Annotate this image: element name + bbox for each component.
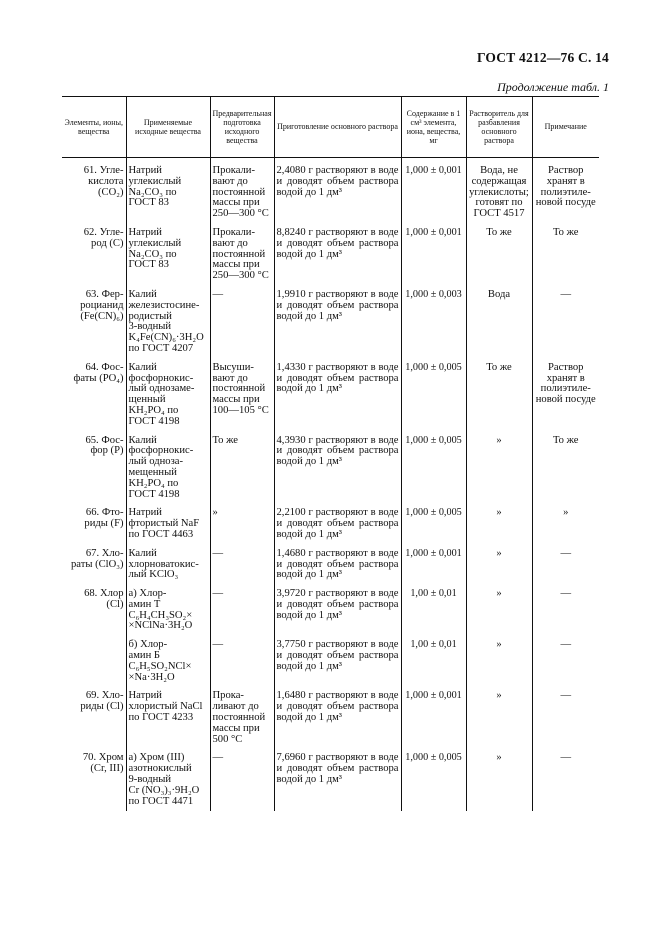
table-row (62, 220, 599, 282)
cell-source: Калий фосфорнокис- лый однозаме- щенный KH₂PO₄ по ГОСТ 4198 (126, 355, 210, 428)
cell-element: 66. Фто- риды (F) (84, 507, 124, 530)
cell-solvent: » (466, 500, 532, 540)
cell-solvent: Вода, не содержащая углекислоты; готовят по ГОСТ 4517 (466, 158, 532, 220)
table-row (62, 158, 599, 220)
cell-source: а) Хлор- амин Т C₆H₄CH₃SO₂× ×NClNa·3H₂O (126, 581, 210, 632)
table-row (62, 683, 599, 745)
cell-note: То же (532, 428, 599, 501)
table-body (62, 158, 599, 812)
cell-content: 1,000 ± 0,003 (401, 282, 466, 355)
cell-element: 70. Хром (Cr, III) (82, 752, 124, 775)
cell-solvent: То же (466, 220, 532, 282)
table-row (62, 282, 599, 355)
cell-note: — (532, 282, 599, 355)
cell-element: 63. Фер- роцианид (Fe(CN)₆) (80, 288, 124, 322)
cell-content: 1,000 ± 0,001 (401, 541, 466, 581)
cell-source: Калий хлорноватокис- лый KClO₃ (126, 541, 210, 581)
cell-element: 62. Угле- род (C) (83, 226, 124, 249)
cell-solution: 2,4080 г растворяют в воде и доводят объем раствора водой до 1 дм³ (274, 158, 401, 220)
cell-element: 69. Хло- риды (Cl) (80, 690, 124, 713)
cell-solvent: » (466, 581, 532, 632)
table-row (62, 541, 599, 581)
cell-content: 1,000 ± 0,001 (401, 220, 466, 282)
cell-source: Натрий углекислый Na₂CO₃ по ГОСТ 83 (126, 158, 210, 220)
cell-note: Раствор хранят в полиэтиле-новой посуде (532, 355, 599, 428)
table-row (62, 745, 599, 811)
cell-element: 68. Хлор (Cl) (84, 588, 124, 610)
cell-note: — (532, 745, 599, 811)
cell-content: 1,000 ± 0,005 (401, 428, 466, 501)
cell-solvent: » (466, 632, 532, 683)
cell-solution: 1,6480 г растворяют в воде и доводят объем раствора водой до 1 дм³ (274, 683, 401, 745)
col-header-prep: Предварительная подготовка исходного вещества (210, 97, 274, 158)
cell-solution: 4,3930 г растворяют в воде и доводят объем раствора водой до 1 дм³ (274, 428, 401, 501)
reagents-table (62, 96, 599, 811)
table-row (62, 632, 599, 683)
cell-prep: То же (210, 428, 274, 501)
cell-element: 67. Хло- раты (ClO₃) (70, 547, 124, 570)
cell-note: » (532, 500, 599, 540)
cell-source: б) Хлор- амин Б C₆H₅SO₂NCl× ×Na·3H₂O (126, 632, 210, 683)
cell-solvent: » (466, 745, 532, 811)
cell-prep: Прокали- вают до постоянной массы при 250—300 °С (210, 220, 274, 282)
cell-solution: 2,2100 г растворяют в воде и доводят объем раствора водой до 1 дм³ (274, 500, 401, 540)
cell-solvent: То же (466, 355, 532, 428)
cell-solvent: » (466, 541, 532, 581)
col-header-content: Содержание в 1 см³ элемента, иона, вещества, мг (401, 97, 466, 158)
col-header-solvent: Растворитель для разбавления основного раствора (466, 97, 532, 158)
col-header-source: Применяемые исходные вещества (126, 97, 210, 158)
cell-note: То же (532, 220, 599, 282)
cell-solution: 3,7750 г растворяют в воде и доводят объем раствора водой до 1 дм³ (274, 632, 401, 683)
cell-note: — (532, 541, 599, 581)
cell-solvent: Вода (466, 282, 532, 355)
cell-prep: Прока- ливают до постоянной массы при 500 °С (210, 683, 274, 745)
cell-prep: Высуши- вают до постоянной массы при 100—105 °С (210, 355, 274, 428)
cell-source: Натрий углекислый Na₂CO₃ по ГОСТ 83 (126, 220, 210, 282)
cell-solvent: » (466, 428, 532, 501)
cell-content: 1,00 ± 0,01 (401, 581, 466, 632)
cell-solution: 3,9720 г растворяют в воде и доводят объем раствора водой до 1 дм³ (274, 581, 401, 632)
cell-prep: — (210, 745, 274, 811)
cell-solution: 1,4330 г растворяют в воде и доводят объем раствора водой до 1 дм³ (274, 355, 401, 428)
cell-note: — (532, 581, 599, 632)
col-header-note: Примечание (532, 97, 599, 158)
cell-content: 1,00 ± 0,01 (401, 632, 466, 683)
cell-prep: — (210, 632, 274, 683)
page-header: ГОСТ 4212—76 С. 14 (476, 50, 609, 65)
table-row (62, 581, 599, 632)
cell-content: 1,000 ± 0,005 (401, 355, 466, 428)
table-continuation-label: Продолжение табл. 1 (497, 80, 609, 94)
col-header-solution: Приготовление основного раствора (274, 97, 401, 158)
cell-element: 65. Фос- фор (P) (85, 434, 124, 457)
table-header-row (62, 97, 599, 158)
table-row (62, 428, 599, 501)
cell-content: 1,000 ± 0,005 (401, 745, 466, 811)
cell-content: 1,000 ± 0,005 (401, 500, 466, 540)
cell-source: а) Хром (III) азотнокислый 9-водный Cr (NO₃)₃·9H₂O по ГОСТ 4471 (126, 745, 210, 811)
cell-source: Калий железистосине- родистый 3-водный K₄Fe(CN)₆·3H₂O по ГОСТ 4207 (126, 282, 210, 355)
cell-note: — (532, 683, 599, 745)
cell-content: 1,000 ± 0,001 (401, 683, 466, 745)
cell-element: 61. Угле- кислота (CO₂) (83, 165, 124, 198)
cell-note: Раствор хранят в полиэтиле-новой посуде (532, 158, 599, 220)
cell-element (62, 632, 126, 683)
cell-solution: 7,6960 г растворяют в воде и доводят объем раствора водой до 1 дм³ (274, 745, 401, 811)
cell-prep: — (210, 541, 274, 581)
cell-solvent: » (466, 683, 532, 745)
cell-source: Натрий фтористый NaF по ГОСТ 4463 (126, 500, 210, 540)
cell-element: 64. Фос- фаты (PO₄) (73, 361, 124, 384)
cell-note: — (532, 632, 599, 683)
table-row (62, 500, 599, 540)
table-row (62, 355, 599, 428)
col-header-element: Элементы, ионы, вещества (62, 97, 126, 158)
cell-solution: 1,9910 г растворяют в воде и доводят объем раствора водой до 1 дм³ (274, 282, 401, 355)
cell-prep: » (210, 500, 274, 540)
cell-prep: — (210, 282, 274, 355)
cell-solution: 1,4680 г растворяют в воде и доводят объем раствора водой до 1 дм³ (274, 541, 401, 581)
cell-prep: — (210, 581, 274, 632)
cell-source: Натрий хлористый NaCl по ГОСТ 4233 (126, 683, 210, 745)
cell-prep: Прокали- вают до постоянной массы при 250—300 °С (210, 158, 274, 220)
cell-solution: 8,8240 г растворяют в воде и доводят объем раствора водой до 1 дм³ (274, 220, 401, 282)
cell-content: 1,000 ± 0,001 (401, 158, 466, 220)
cell-source: Калий фосфорнокис- лый одноза- мещенный KH₂PO₄ по ГОСТ 4198 (126, 428, 210, 501)
